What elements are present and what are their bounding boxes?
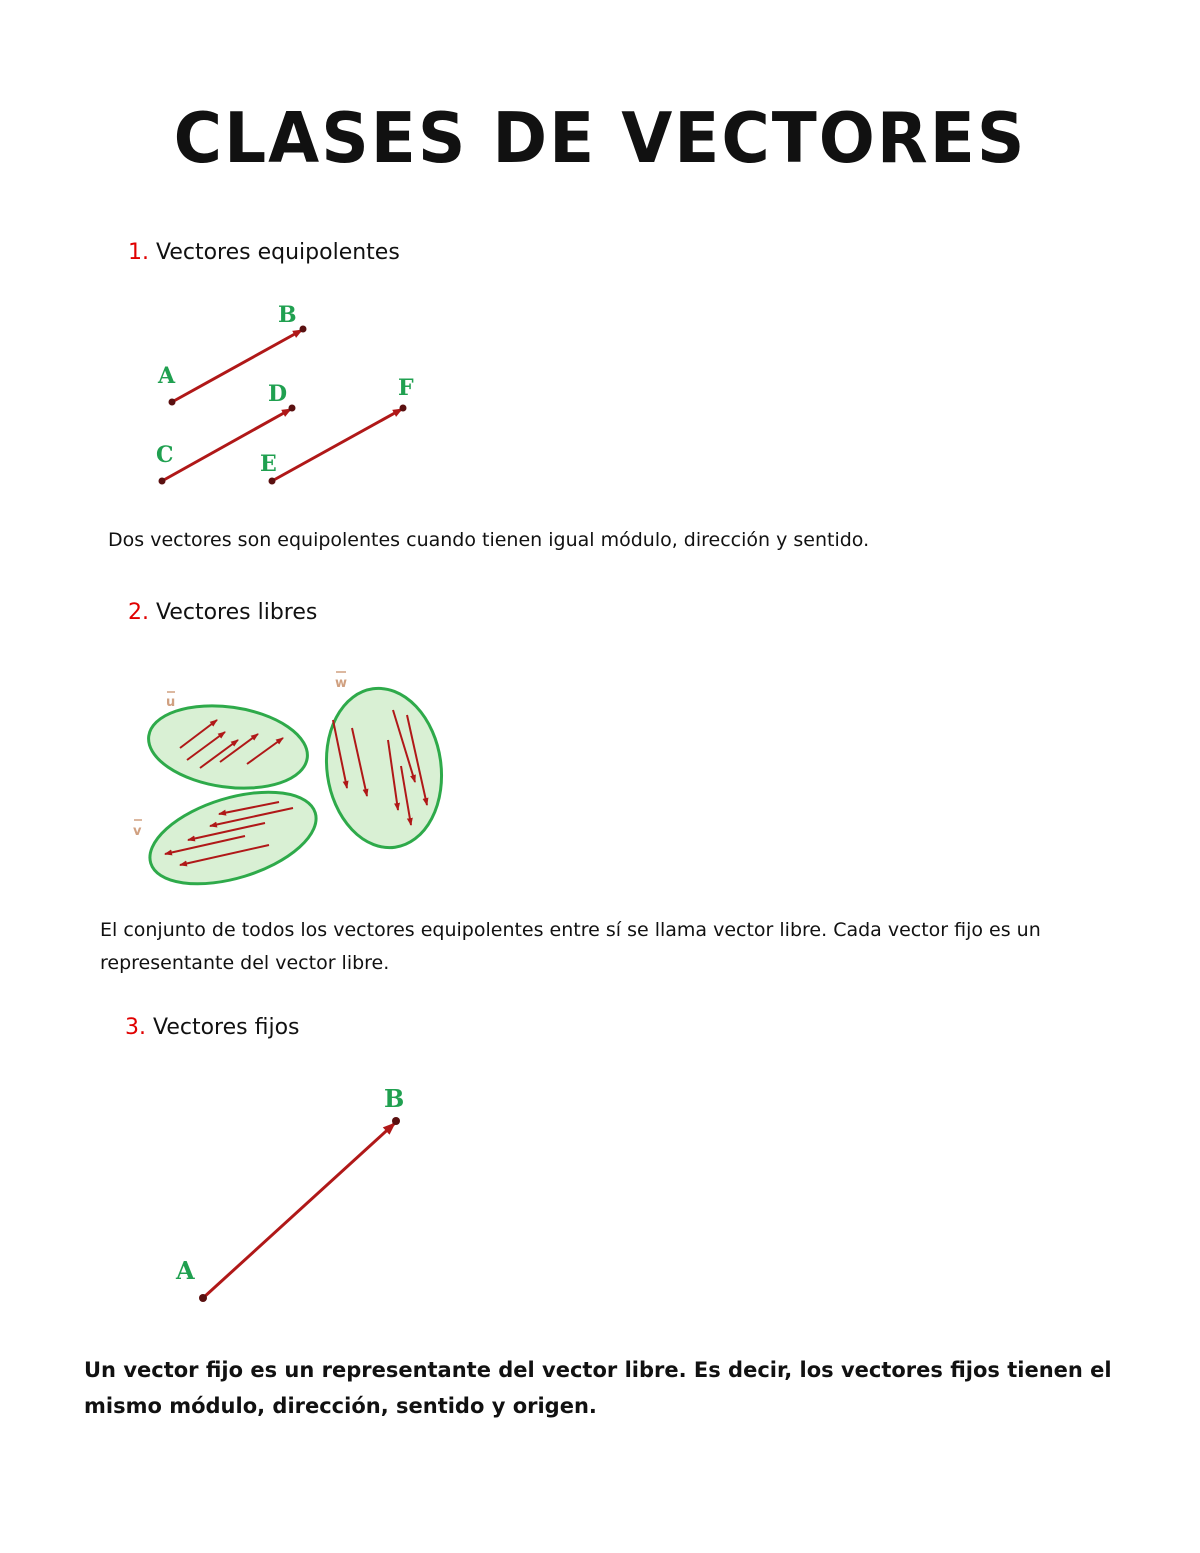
section-2-number: 2. bbox=[128, 600, 149, 625]
section-1-heading bbox=[128, 240, 400, 265]
label-v: v bbox=[133, 824, 142, 839]
vector-v-group bbox=[139, 775, 327, 902]
vector-ef bbox=[269, 405, 407, 485]
section-3-heading bbox=[125, 1015, 300, 1040]
label-b: B bbox=[278, 302, 297, 328]
section-3-text: Un vector fijo es un representante del vector libre. Es decir, los vectores fijos tienen el mismo módulo, dirección, sentido y origen. bbox=[84, 1358, 1112, 1418]
section-2-text: El conjunto de todos los vectores equipolentes entre sí se llama vector libre. Cada vector fijo es un representante del vector libre. bbox=[100, 919, 1041, 974]
label-u: u bbox=[166, 695, 176, 710]
equipolent-vectors-figure bbox=[150, 300, 450, 500]
vector-ab-fixed bbox=[199, 1117, 400, 1302]
label-d: D bbox=[268, 381, 288, 407]
label-a: A bbox=[158, 363, 176, 389]
section-3-title: Vectores fijos bbox=[153, 1015, 300, 1040]
section-1-title: Vectores equipolentes bbox=[156, 240, 400, 265]
section-1-number: 1. bbox=[128, 240, 149, 265]
label-e: E bbox=[260, 451, 277, 477]
label-w: w bbox=[335, 676, 348, 691]
section-2-heading bbox=[128, 600, 317, 625]
fixed-label-a: A bbox=[176, 1256, 195, 1285]
section-3-number: 3. bbox=[125, 1015, 146, 1040]
page-title: CLASES DE VECTORES bbox=[173, 98, 1027, 179]
vector-w-group bbox=[316, 681, 451, 855]
section-1-text: Dos vectores son equipolentes cuando tienen igual módulo, dirección y sentido. bbox=[108, 529, 870, 551]
label-c: C bbox=[156, 442, 174, 468]
fixed-label-b: B bbox=[384, 1084, 405, 1113]
vector-u-group bbox=[143, 696, 313, 797]
fixed-vector-figure bbox=[170, 1080, 430, 1310]
section-2-title: Vectores libres bbox=[156, 600, 318, 625]
free-vectors-figure bbox=[125, 660, 455, 890]
label-f: F bbox=[398, 375, 414, 401]
